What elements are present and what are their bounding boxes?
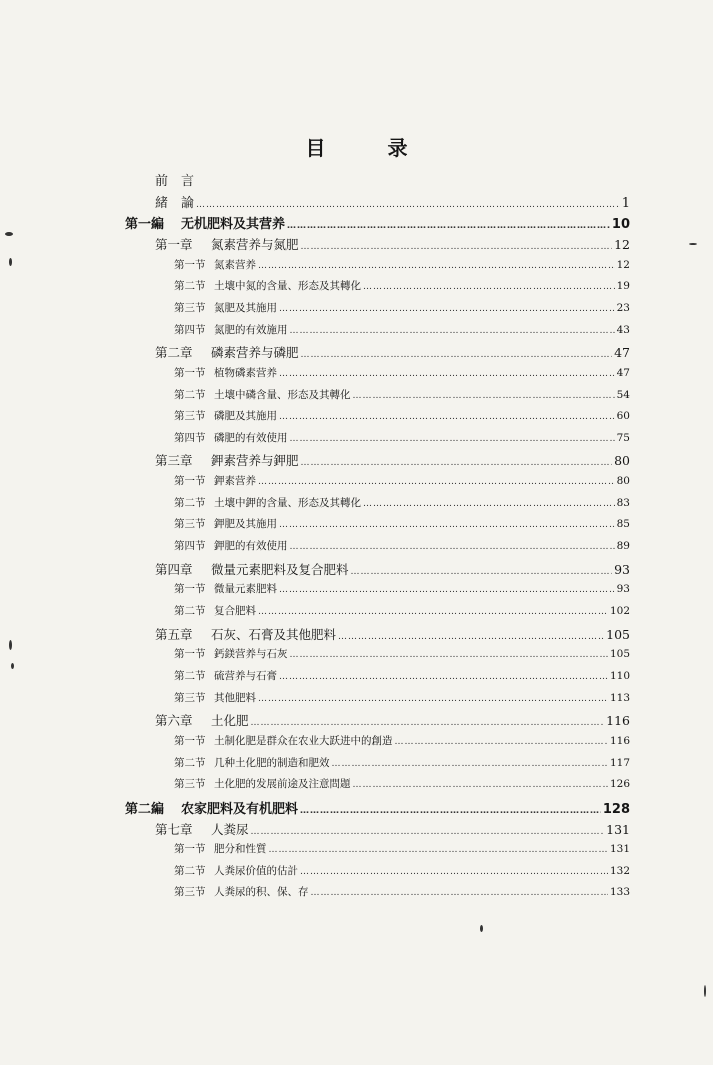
scan-speck bbox=[9, 258, 12, 266]
entry-title: 鉀肥的有效使用 bbox=[214, 540, 288, 553]
scan-speck bbox=[704, 985, 706, 997]
toc-entry-sec bbox=[174, 430, 630, 448]
entry-number: 第二章 bbox=[155, 345, 193, 361]
entry-page-number: 113 bbox=[609, 691, 630, 704]
toc-entry-sec bbox=[174, 776, 630, 794]
dot-leader bbox=[351, 567, 613, 577]
entry-title: 几种土化肥的制造和肥效 bbox=[214, 756, 330, 769]
toc-entry-sec bbox=[174, 257, 630, 275]
entry-page-number: 54 bbox=[616, 388, 630, 401]
entry-page-number: 75 bbox=[616, 431, 630, 444]
entry-number: 第三节 bbox=[174, 518, 206, 531]
dot-leader bbox=[300, 806, 601, 816]
entry-page-number: 105 bbox=[606, 626, 630, 642]
entry-number: 第三节 bbox=[174, 410, 206, 423]
entry-title: 硫营养与石膏 bbox=[214, 669, 277, 682]
toc-entry-sec bbox=[174, 473, 630, 491]
dot-leader bbox=[338, 632, 604, 642]
entry-title: 肥分和性質 bbox=[214, 843, 267, 856]
toc-entry-part bbox=[125, 798, 630, 816]
entry-page-number: 110 bbox=[609, 669, 630, 682]
toc-entry-chap bbox=[155, 711, 630, 729]
entry-number: 第三章 bbox=[155, 453, 193, 469]
entry-number: 第二节 bbox=[174, 864, 206, 877]
entry-title: 土制化肥是群众在农业大跃进中的創造 bbox=[214, 734, 393, 747]
dot-leader bbox=[301, 242, 613, 252]
entry-title: 微量元素肥料及复合肥料 bbox=[211, 561, 349, 577]
toc-entry-sec bbox=[174, 841, 630, 859]
entry-number: 第一节 bbox=[174, 366, 206, 379]
entry-title: 鉀素营养 bbox=[214, 475, 256, 488]
title-char-1: 目 bbox=[305, 136, 326, 160]
entry-number: 第二节 bbox=[174, 605, 206, 617]
entry-page-number: 80 bbox=[616, 475, 630, 488]
dot-leader bbox=[279, 520, 615, 530]
entry-title: 石灰、石膏及其他肥料 bbox=[211, 626, 337, 642]
toc-entry-chap bbox=[155, 560, 630, 578]
entry-page-number: 10 bbox=[611, 217, 630, 233]
entry-title: 氮素营养 bbox=[214, 258, 256, 271]
dot-leader bbox=[279, 369, 615, 379]
entry-number: 第四节 bbox=[174, 540, 206, 553]
entry-page-number: 47 bbox=[614, 345, 630, 361]
dot-leader bbox=[363, 282, 615, 292]
entry-number: 第五章 bbox=[155, 626, 193, 642]
entry-number: 第一編 bbox=[125, 217, 165, 233]
dot-leader bbox=[395, 737, 608, 747]
entry-page-number: 43 bbox=[616, 323, 630, 336]
toc-entry-sec bbox=[174, 581, 630, 599]
entry-page-number: 12 bbox=[614, 236, 630, 252]
entry-page-number: 1 bbox=[621, 195, 630, 211]
entry-number: 第二节 bbox=[174, 669, 206, 682]
entry-title: 微量元素肥料 bbox=[214, 583, 277, 596]
dot-leader bbox=[290, 650, 608, 660]
entry-title: 土壤中鉀的含量、形态及其轉化 bbox=[214, 496, 361, 509]
toc-entry-sec bbox=[174, 365, 630, 383]
toc-entry-sec bbox=[174, 538, 630, 556]
dot-leader bbox=[258, 607, 608, 617]
entry-number: 第三节 bbox=[174, 691, 206, 704]
entry-number: 第三节 bbox=[174, 778, 206, 791]
entry-title: 氮肥及其施用 bbox=[214, 301, 277, 314]
dot-leader bbox=[301, 458, 613, 468]
dot-leader bbox=[258, 477, 615, 487]
toc-entry-preface bbox=[155, 192, 630, 210]
entry-page-number: 47 bbox=[616, 366, 630, 379]
entry-number: 第一节 bbox=[174, 843, 206, 856]
entry-page-number: 89 bbox=[616, 540, 630, 553]
entry-number: 第三节 bbox=[174, 301, 206, 314]
toc-entry-sec bbox=[174, 322, 630, 340]
toc-entry-sec bbox=[174, 755, 630, 773]
dot-leader bbox=[196, 200, 620, 210]
dot-leader bbox=[279, 672, 608, 682]
entry-title: 复合肥料 bbox=[214, 605, 256, 617]
toc-entry-part bbox=[125, 213, 630, 231]
entry-title: 磷肥及其施用 bbox=[214, 410, 277, 423]
entry-page-number: 93 bbox=[614, 561, 630, 577]
toc-entry-sec bbox=[174, 387, 630, 405]
dot-leader bbox=[353, 780, 608, 790]
page-title bbox=[0, 132, 713, 161]
toc-entry-sec bbox=[174, 278, 630, 296]
entry-title: 緒 論 bbox=[155, 195, 195, 211]
entry-page-number: 60 bbox=[616, 410, 630, 423]
dot-leader bbox=[300, 867, 608, 877]
entry-title: 植物磷素营养 bbox=[214, 366, 277, 379]
entry-page-number: 133 bbox=[609, 886, 630, 899]
entry-number: 第二节 bbox=[174, 496, 206, 509]
dot-leader bbox=[363, 499, 615, 509]
entry-number: 第三节 bbox=[174, 886, 206, 899]
dot-leader bbox=[251, 718, 605, 728]
entry-number: 第二編 bbox=[125, 801, 165, 817]
toc-entry-chap bbox=[155, 451, 630, 469]
entry-page-number: 85 bbox=[616, 518, 630, 531]
scan-speck bbox=[9, 640, 12, 650]
dot-leader bbox=[258, 261, 615, 271]
toc-entry-chap bbox=[155, 625, 630, 643]
entry-number: 第一章 bbox=[155, 236, 193, 252]
entry-page-number: 131 bbox=[609, 843, 630, 856]
toc-entry-sec bbox=[174, 408, 630, 426]
entry-number: 第七章 bbox=[155, 821, 193, 837]
entry-title: 鈣鎂营养与石灰 bbox=[214, 648, 288, 661]
entry-title: 人粪尿的积、保、存 bbox=[214, 886, 309, 899]
entry-title: 前 言 bbox=[155, 174, 195, 189]
entry-title: 人粪尿价值的估計 bbox=[214, 864, 298, 877]
dot-leader bbox=[279, 412, 615, 422]
scan-speck bbox=[5, 232, 13, 236]
entry-number: 第二节 bbox=[174, 756, 206, 769]
toc-entry-chap bbox=[155, 235, 630, 253]
entry-title: 鉀素营养与鉀肥 bbox=[211, 453, 299, 469]
toc-entry-sec bbox=[174, 603, 630, 621]
entry-number: 第六章 bbox=[155, 713, 193, 729]
toc-entry-sec bbox=[174, 863, 630, 881]
dot-leader bbox=[258, 694, 608, 704]
scan-speck bbox=[480, 925, 483, 932]
toc-entry-sec bbox=[174, 495, 630, 513]
entry-number: 第四节 bbox=[174, 431, 206, 444]
entry-number: 第二节 bbox=[174, 388, 206, 401]
entry-title: 其他肥料 bbox=[214, 691, 256, 704]
entry-page-number: 19 bbox=[616, 280, 630, 293]
entry-number: 第一节 bbox=[174, 258, 206, 271]
entry-page-number: 23 bbox=[616, 301, 630, 314]
entry-title: 土化肥 bbox=[211, 713, 249, 729]
dot-leader bbox=[279, 585, 615, 595]
entry-page-number: 116 bbox=[606, 713, 630, 729]
entry-number: 第四章 bbox=[155, 561, 193, 577]
scan-speck bbox=[11, 663, 14, 669]
toc-entry-chap bbox=[155, 820, 630, 838]
entry-page-number: 131 bbox=[606, 821, 630, 837]
dot-leader bbox=[290, 434, 615, 444]
dot-leader bbox=[311, 888, 608, 898]
entry-page-number: 128 bbox=[602, 801, 630, 817]
entry-title: 土化肥的发展前途及注意問題 bbox=[214, 778, 351, 791]
entry-number: 第四节 bbox=[174, 323, 206, 336]
toc-entry-sec bbox=[174, 300, 630, 318]
entry-title: 磷素营养与磷肥 bbox=[211, 345, 299, 361]
entry-page-number: 102 bbox=[609, 605, 630, 617]
entry-page-number: 132 bbox=[609, 864, 630, 877]
toc-entry-preface bbox=[155, 170, 630, 188]
dot-leader bbox=[269, 845, 608, 855]
dot-leader bbox=[353, 391, 615, 401]
entry-title: 磷肥的有效使用 bbox=[214, 431, 288, 444]
toc-entry-sec bbox=[174, 690, 630, 708]
entry-page-number: 117 bbox=[609, 756, 630, 769]
entry-title: 氮肥的有效施用 bbox=[214, 323, 288, 336]
entry-title: 人粪尿 bbox=[211, 821, 249, 837]
entry-page-number: 93 bbox=[616, 583, 630, 596]
entry-page-number: 116 bbox=[609, 734, 630, 747]
entry-title: 无机肥料及其营养 bbox=[181, 217, 286, 233]
entry-number: 第一节 bbox=[174, 734, 206, 747]
entry-number: 第一节 bbox=[174, 648, 206, 661]
entry-page-number: 105 bbox=[609, 648, 630, 661]
entry-title: 氮素营养与氮肥 bbox=[211, 236, 299, 252]
dot-leader bbox=[301, 350, 613, 360]
entry-number: 第二节 bbox=[174, 280, 206, 293]
dot-leader bbox=[287, 221, 610, 231]
entry-page-number: 12 bbox=[616, 258, 630, 271]
entry-page-number: 83 bbox=[616, 496, 630, 509]
dot-leader bbox=[332, 759, 608, 769]
entry-title: 土壤中磷含量、形态及其轉化 bbox=[214, 388, 351, 401]
entry-title: 土壤中氮的含量、形态及其轉化 bbox=[214, 280, 361, 293]
entry-title: 农家肥料及有机肥料 bbox=[181, 801, 299, 817]
entry-page-number: 126 bbox=[609, 778, 630, 791]
dot-leader bbox=[290, 542, 615, 552]
entry-number: 第一节 bbox=[174, 583, 206, 596]
dot-leader bbox=[290, 326, 615, 336]
toc-entry-sec bbox=[174, 668, 630, 686]
toc-entry-sec bbox=[174, 733, 630, 751]
toc-entry-sec bbox=[174, 646, 630, 664]
toc-entry-chap bbox=[155, 343, 630, 361]
dot-leader bbox=[279, 304, 615, 314]
entry-page-number: 80 bbox=[614, 453, 630, 469]
dot-leader bbox=[251, 827, 605, 837]
toc-entry-sec bbox=[174, 516, 630, 534]
entry-number: 第一节 bbox=[174, 475, 206, 488]
toc-entry-sec bbox=[174, 884, 630, 902]
entry-title: 鉀肥及其施用 bbox=[214, 518, 277, 531]
title-char-2: 录 bbox=[387, 136, 408, 160]
scan-speck bbox=[689, 243, 697, 245]
